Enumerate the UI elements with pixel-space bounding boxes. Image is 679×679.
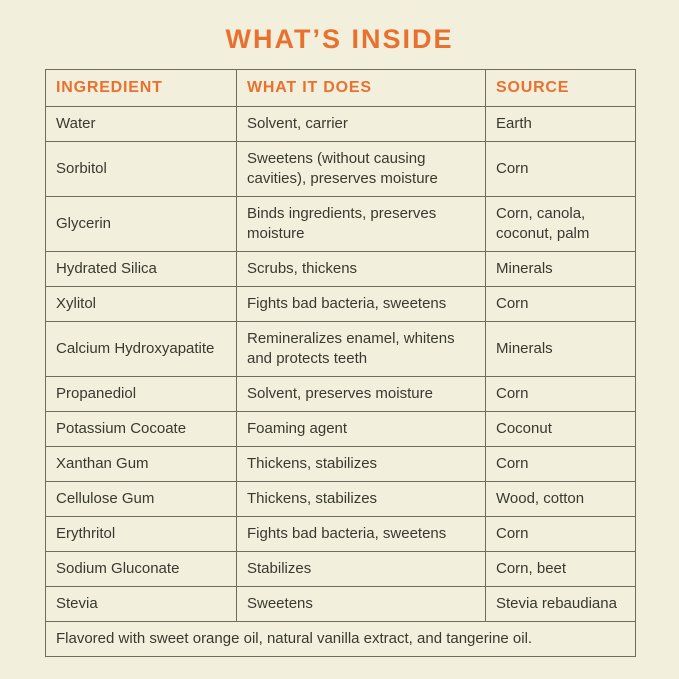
ingredient-cell: Cellulose Gum bbox=[46, 482, 237, 517]
ingredient-cell: Stevia bbox=[46, 587, 237, 622]
what-it-does-cell: Remineralizes enamel, whitens and protects teeth bbox=[237, 322, 486, 377]
ingredient-cell: Sorbitol bbox=[46, 142, 237, 197]
what-it-does-cell: Sweetens (without causing cavities), preserves moisture bbox=[237, 142, 486, 197]
source-cell: Earth bbox=[486, 107, 636, 142]
table-row bbox=[46, 252, 636, 287]
table-row bbox=[46, 587, 636, 622]
table-row bbox=[46, 287, 636, 322]
ingredients-table bbox=[45, 69, 636, 657]
what-it-does-cell: Fights bad bacteria, sweetens bbox=[237, 517, 486, 552]
ingredient-cell: Propanediol bbox=[46, 377, 237, 412]
what-it-does-cell: Thickens, stabilizes bbox=[237, 482, 486, 517]
page-title: WHAT’S INSIDE bbox=[225, 24, 454, 54]
source-cell: Corn bbox=[486, 287, 636, 322]
column-header-ingredient: INGREDIENT bbox=[46, 70, 237, 107]
ingredient-cell: Sodium Gluconate bbox=[46, 552, 237, 587]
what-it-does-cell: Sweetens bbox=[237, 587, 486, 622]
source-cell: Minerals bbox=[486, 252, 636, 287]
source-cell: Corn, beet bbox=[486, 552, 636, 587]
source-cell: Minerals bbox=[486, 322, 636, 377]
table-row bbox=[46, 197, 636, 252]
source-cell: Corn bbox=[486, 517, 636, 552]
table-row bbox=[46, 552, 636, 587]
source-cell: Coconut bbox=[486, 412, 636, 447]
what-it-does-cell: Stabilizes bbox=[237, 552, 486, 587]
table-row bbox=[46, 377, 636, 412]
what-it-does-cell: Solvent, preserves moisture bbox=[237, 377, 486, 412]
what-it-does-cell: Scrubs, thickens bbox=[237, 252, 486, 287]
source-cell: Corn, canola, coconut, palm bbox=[486, 197, 636, 252]
footnote-row bbox=[46, 622, 636, 657]
source-cell: Corn bbox=[486, 447, 636, 482]
table-row bbox=[46, 107, 636, 142]
ingredient-cell: Potassium Cocoate bbox=[46, 412, 237, 447]
table-row bbox=[46, 142, 636, 197]
what-it-does-cell: Foaming agent bbox=[237, 412, 486, 447]
ingredient-cell: Hydrated Silica bbox=[46, 252, 237, 287]
ingredient-cell: Xylitol bbox=[46, 287, 237, 322]
ingredient-cell: Erythritol bbox=[46, 517, 237, 552]
source-cell: Stevia rebaudiana bbox=[486, 587, 636, 622]
footnote: Flavored with sweet orange oil, natural vanilla extract, and tangerine oil. bbox=[46, 622, 636, 657]
source-cell: Wood, cotton bbox=[486, 482, 636, 517]
ingredient-cell: Xanthan Gum bbox=[46, 447, 237, 482]
column-header-what-it-does: WHAT IT DOES bbox=[237, 70, 486, 107]
source-cell: Corn bbox=[486, 142, 636, 197]
table-row bbox=[46, 447, 636, 482]
table-row bbox=[46, 517, 636, 552]
table-row bbox=[46, 322, 636, 377]
what-it-does-cell: Fights bad bacteria, sweetens bbox=[237, 287, 486, 322]
header-row bbox=[46, 70, 636, 107]
column-header-source: SOURCE bbox=[486, 70, 636, 107]
table-row bbox=[46, 482, 636, 517]
what-it-does-cell: Solvent, carrier bbox=[237, 107, 486, 142]
ingredient-cell: Glycerin bbox=[46, 197, 237, 252]
ingredient-cell: Calcium Hydroxyapatite bbox=[46, 322, 237, 377]
what-it-does-cell: Binds ingredients, preserves moisture bbox=[237, 197, 486, 252]
table-row bbox=[46, 412, 636, 447]
ingredient-cell: Water bbox=[46, 107, 237, 142]
source-cell: Corn bbox=[486, 377, 636, 412]
what-it-does-cell: Thickens, stabilizes bbox=[237, 447, 486, 482]
